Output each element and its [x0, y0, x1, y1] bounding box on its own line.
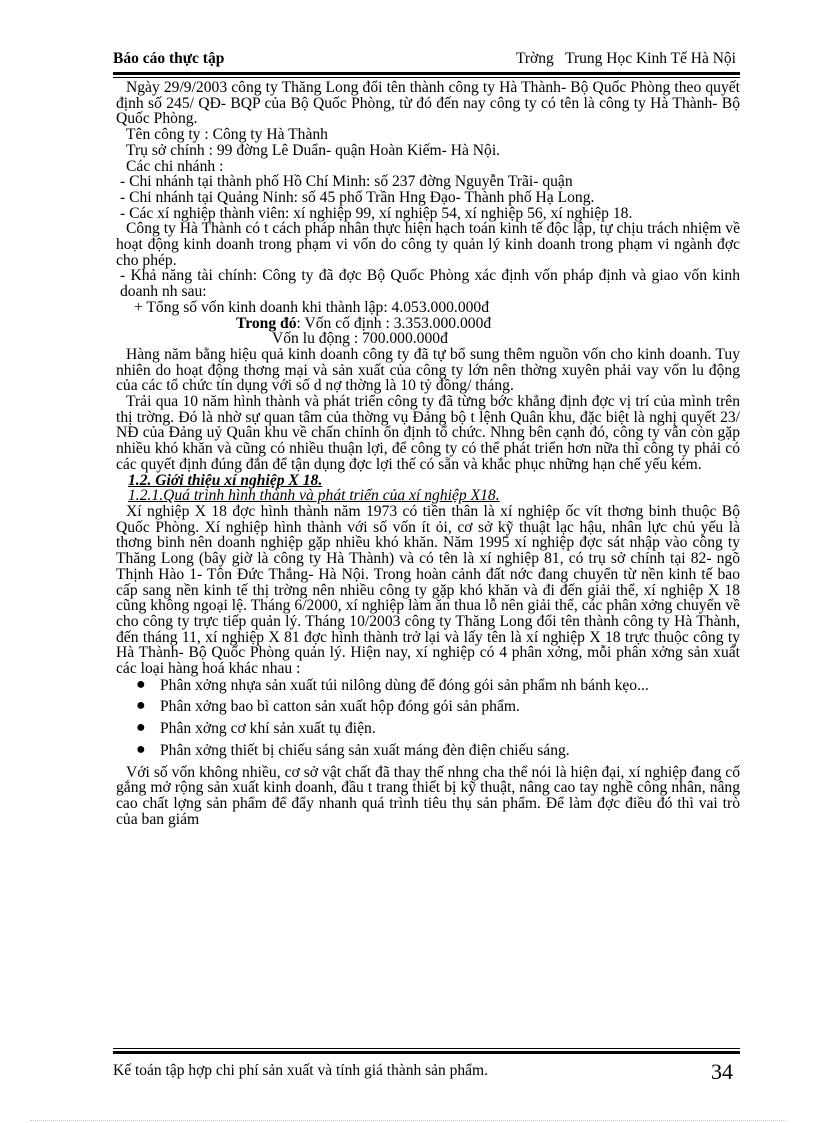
list-item: ● Phân xởng bao bì catton sản xuất hộp đóng gói sản phẩm.: [136, 697, 520, 716]
total-capital-line: + Tổng số vốn kinh doanh khi thành lập: 4.053.000.000đ: [134, 298, 490, 316]
company-name-line: Tên công ty : Công ty Hà Thành: [126, 126, 328, 144]
footer-text: Kế toán tập hợp chi phí sản xuất và tính giá thành sản phẩm.: [113, 1062, 488, 1079]
paragraph-legal-status: Công ty Hà Thành có t cách pháp nhân thực hiện hạch toán kinh tế độc lập, tự chịu trách nhiệm về hoạt động kinh doanh trong phạm vi vốn do công ty quản lý kinh doanh trong phạm vi ngành đợc cho phép.: [116, 220, 740, 269]
fixed-capital-line: [116, 316, 740, 332]
headquarters-line: Trụ sở chính : 99 đờng Lê Duẩn- quận Hoàn Kiếm- Hà Nội.: [126, 141, 501, 159]
list-item: ● Phân xởng thiết bị chiếu sáng sản xuất máng đèn điện chiếu sáng.: [136, 740, 570, 759]
member-enterprises: - Các xí nghiệp thành viên: xí nghiệp 99, xí nghiệp 54, xí nghiệp 56, xí nghiệp 18.: [120, 204, 633, 222]
paragraph-x18-history: Xí nghiệp X 18 đợc hình thành năm 1973 có tiền thân là xí nghiệp ốc vít thơng binh thuộc Bộ Quốc Phòng. Xí nghiệp hình thành với số vốn ít ỏi, cơ sở kỹ thuật lạc hậu, nhân lực chủ yếu là thơng binh nên doanh nghiệp gặp nhiều khó khăn. Năm 1995 xí nghiệp đợc sát nhập vào công ty Thăng Long (bây giờ là công ty Hà Thành) và có tên là xí nghiệp 81, có trụ sở chính tại 82- ngõ Thịnh Hào 1- Tôn Đức Thắng- Hà Nội. Trong hoàn cảnh đất nớc đang chuyển từ nền kinh tế bao cấp sang nền kinh tế thị trờng nên nhiều công ty gặp khó khăn và đi đến giải thể, xí nghiệp X 18 cũng không ngoại lệ. Tháng 6/2000, xí nghiệp làm ăn thua lỗ nên giải thể, các phân xởng chuyển về cho công ty trực tiếp quản lý. Tháng 10/2003 công ty Thăng Long đổi tên thành công ty Hà Thành, đến tháng 11, xí nghiệp X 81 đợc hình thành trở lại và lấy tên là xí nghiệp X 18 trực thuộc công ty Hà Thành- Bộ Quốc Phòng quản lý. Hiện nay, xí nghiệp có 4 phân xởng, mỗi phân xởng sản xuất các loại hàng hoá khác nhau :: [116, 502, 740, 678]
paragraph-modernization: Với số vốn không nhiều, cơ sở vật chất đã thay thế nhng cha thể nói là hiện đại, xí nghiệp đang cố gắng mở rộng sản xuất kinh doanh, đầu t trang thiết bị kỹ thuật, nâng cao tay nghề công nhân, nâng cao chất lợng sản phẩm để đẩy nhanh quá trình tiêu thụ sản phẩm. Để làm đợc điều đó thì vai trò của ban giám: [116, 763, 740, 828]
branch-hcm: - Chi nhánh tại thành phố Hồ Chí Minh: số 237 đờng Nguyễn Trãi- quận: [120, 173, 573, 191]
fixed-capital-value: : Vốn cố định : 3.353.000.000đ: [296, 314, 492, 332]
page-number: 34: [711, 1059, 733, 1084]
paragraph-ten-years: Trải qua 10 năm hình thành và phát triển công ty đã từng bớc khẳng định đợc vị trí của mình trên thị trờng. Đó là nhờ sự quan tâm của thờng vụ Đảng bộ t lệnh Quân khu, đặc biệt là nghị quyết 23/ NĐ của Đảng uỷ Quân khu về chấn chỉnh ổn định tổ chức. Nhng bên cạnh đó, công ty vẫn còn gặp nhiều khó khăn và cũng có nhiều thuận lợi, để công ty có thể phát triển hơn nữa thì công ty phải có các quyết định đúng đắn để tận dụng đợc lợi thế có sẵn và khắc phục những hạn chế yếu kém.: [116, 393, 740, 473]
in-which-label: Trong đó: [236, 314, 297, 332]
header-rule-thin: [113, 77, 740, 78]
bullet-icon: ●: [136, 740, 146, 758]
page-header: [113, 50, 740, 72]
list-item: ● Phân xởng cơ khí sản xuất tụ điện.: [136, 719, 376, 738]
branch-quang-ninh: - Chi nhánh tại Quảng Ninh: số 45 phố Trần Hng Đạo- Thành phố Hạ Long.: [120, 188, 595, 206]
bullet-icon: ●: [136, 719, 146, 737]
workshop-list: [116, 675, 740, 759]
list-item: ● Phân xởng nhựa sản xuất túi nilông dùng để đóng gói sản phẩm nh bánh kẹo...: [136, 675, 649, 694]
header-rule-thick: [113, 72, 740, 75]
paragraph-rename: Ngày 29/9/2003 công ty Thăng Long đổi tên thành công ty Hà Thành- Bộ Quốc Phòng theo quyết định số 245/ QĐ- BQP của Bộ Quốc Phòng, từ đó đến nay công ty có tên là công ty Hà Thành- Bộ Quốc Phòng.: [116, 79, 740, 128]
header-school-name: Trờng Trung Học Kinh Tế Hà Nội: [515, 50, 736, 67]
page-edge-divider: [30, 1120, 786, 1121]
working-capital-line: Vốn lu động : 700.000.000đ: [272, 330, 448, 348]
paragraph-financial-capacity: - Khả năng tài chính: Công ty đã đợc Bộ Quốc Phòng xác định vốn pháp định và giao vốn kinh doanh nh sau:: [120, 267, 740, 301]
bullet-icon: ●: [136, 675, 146, 693]
bullet-icon: ●: [136, 697, 146, 715]
section-heading: 1.2. Giới thiệu xí nghiệp X 18.: [128, 471, 323, 489]
branches-title: Các chi nhánh :: [126, 157, 224, 175]
page-body: [116, 80, 740, 827]
footer-rule-thin: [113, 1048, 740, 1049]
subsection-heading: 1.2.1.Quá trình hình thành và phát triển của xí nghiệp X18.: [128, 487, 500, 505]
header-report-title: Báo cáo thực tập: [113, 50, 225, 67]
footer-rule-thick: [113, 1051, 740, 1054]
paragraph-annual-capital: Hàng năm bằng hiệu quả kinh doanh công ty đã tự bổ sung thêm nguồn vốn cho kinh doanh. Tuy nhiên do hoạt động thơng mại và sản xuất của công ty lớn nên thờng xuyên phải vay vốn lu động của các tổ chức tín dụng với số d nợ thờng là 10 tỷ đồng/ tháng.: [116, 345, 740, 395]
